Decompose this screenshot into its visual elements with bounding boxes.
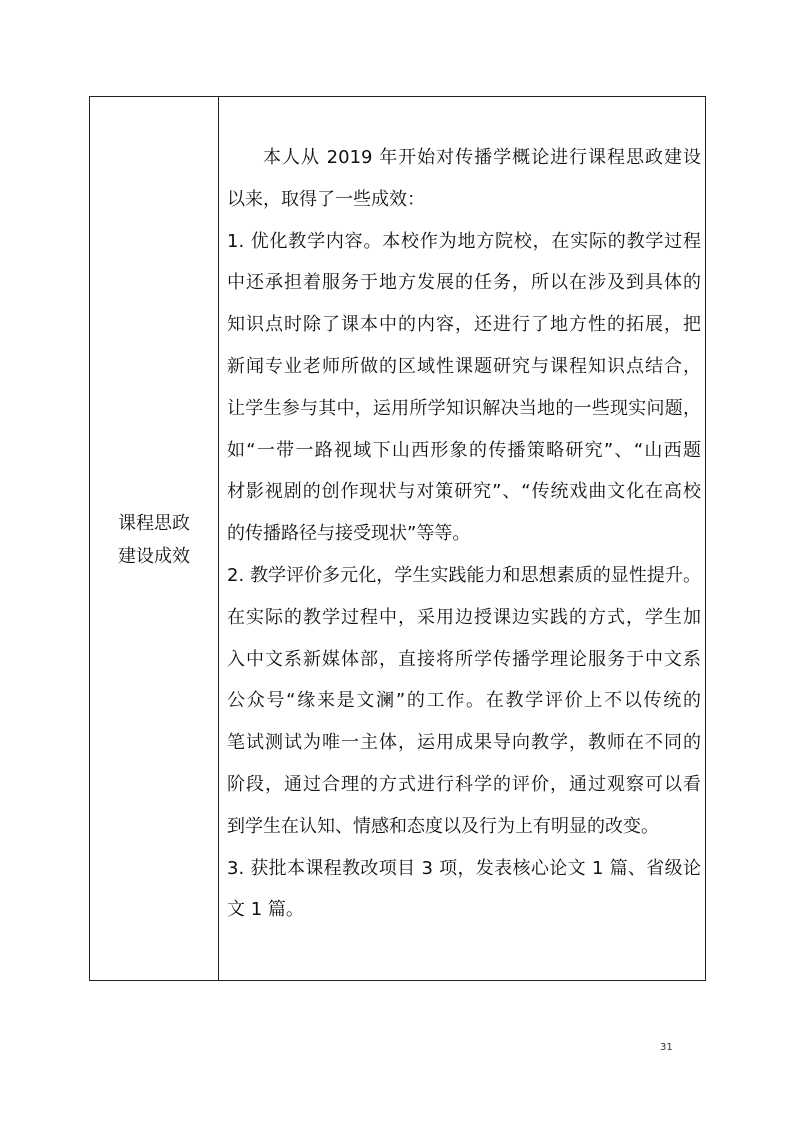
- content-line: 阶段，通过合理的方式进行科学的评价，通过观察可以看: [227, 773, 701, 795]
- row-label: [90, 507, 218, 573]
- content-line: 入中文系新媒体部，直接将所学传播学理论服务于中文系: [227, 648, 701, 670]
- content-line: 2. 教学评价多元化，学生实践能力和思想素质的显性提升。: [227, 564, 701, 586]
- content-line: 1. 优化教学内容。本校作为地方院校，在实际的教学过程: [227, 230, 701, 252]
- row-label-line: 建设成效: [118, 546, 190, 567]
- content-line: 到学生在认知、情感和态度以及行为上有明显的改变。: [227, 815, 659, 837]
- column-divider: [218, 97, 219, 980]
- page-number: 31: [660, 1042, 673, 1053]
- content-line: 在实际的教学过程中，采用边授课边实践的方式，学生加: [227, 606, 701, 628]
- content-line: 以来，取得了一些成效：: [227, 188, 425, 210]
- content-line: 文 1 篇。: [227, 899, 304, 921]
- content-line: 中还承担着服务于地方发展的任务，所以在涉及到具体的: [227, 272, 701, 294]
- content-line: 笔试测试为唯一主体，运用成果导向教学，教师在不同的: [227, 732, 701, 754]
- content-cell: [227, 137, 701, 931]
- content-line: 公众号“缘来是文澜”的工作。在教学评价上不以传统的: [227, 690, 701, 712]
- content-line: 新闻专业老师所做的区域性课题研究与课程知识点结合，: [227, 355, 701, 377]
- content-line: 如“一带一路视域下山西形象的传播策略研究”、“山西题: [227, 439, 701, 461]
- content-line: 3. 获批本课程教改项目 3 项，发表核心论文 1 篇、省级论: [227, 857, 701, 879]
- content-line: 的传播路径与接受现状”等等。: [227, 523, 471, 545]
- content-line: 本人从 2019 年开始对传播学概论进行课程思政建设: [263, 147, 701, 168]
- achievement-table: [89, 96, 706, 981]
- row-label-line: 课程思政: [118, 513, 190, 534]
- content-line: 知识点时除了课本中的内容，还进行了地方性的拓展，把: [227, 314, 701, 336]
- content-line: 材影视剧的创作现状与对策研究”、“传统戏曲文化在高校: [227, 481, 701, 503]
- content-line: 让学生参与其中，运用所学知识解决当地的一些现实问题，: [227, 397, 701, 419]
